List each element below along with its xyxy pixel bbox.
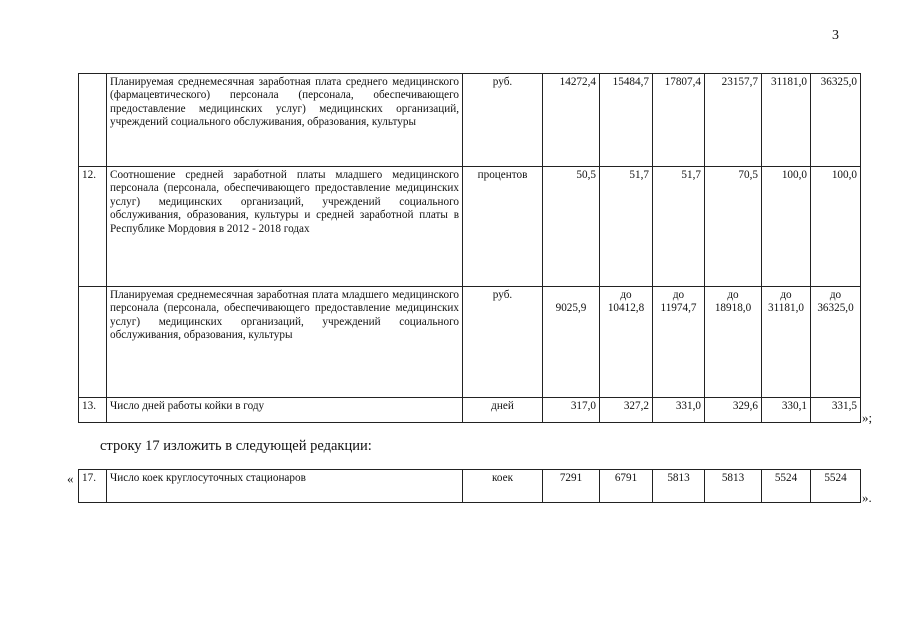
value-cell: 31181,0 bbox=[762, 74, 811, 167]
row-number: 12. bbox=[79, 167, 107, 287]
amendment-instruction: строку 17 изложить в следующей редакции: bbox=[100, 438, 372, 454]
table-row bbox=[79, 167, 861, 287]
value-cell: 50,5 bbox=[543, 167, 600, 287]
opening-quote: « bbox=[67, 471, 74, 486]
value-cell: 330,1 bbox=[762, 398, 811, 423]
value-cell: 329,6 bbox=[705, 398, 762, 423]
value-cell: до 36325,0 bbox=[811, 287, 861, 398]
value-cell: 5813 bbox=[705, 470, 762, 503]
value-cell: 23157,7 bbox=[705, 74, 762, 167]
value-cell: до 10412,8 bbox=[600, 287, 653, 398]
indicators-table-body bbox=[79, 74, 861, 423]
indicator-name: Планируемая среднемесячная заработная плата среднего медицинского (фармацевтического) персонала (персонала, обеспечивающего предоставление медицинских услуг) медицинских организаций, учреждений социального обслуживания, образования, культуры bbox=[107, 74, 463, 167]
value-cell: 100,0 bbox=[762, 167, 811, 287]
indicator-name: Соотношение средней заработной платы младшего медицинского персонала (персонала, обеспечивающего предоставление медицинских услуг) медицинских организаций, учреждений социального обслуживания, образования, культуры и средней заработной платы в Республике Мордовия в 2012 - 2018 годах bbox=[107, 167, 463, 287]
value-cell: 5813 bbox=[653, 470, 705, 503]
value-cell: 5524 bbox=[811, 470, 861, 503]
value-cell: 5524 bbox=[762, 470, 811, 503]
value-cell: 51,7 bbox=[653, 167, 705, 287]
row-number: 13. bbox=[79, 398, 107, 423]
unit-cell: руб. bbox=[463, 74, 543, 167]
value-cell: 17807,4 bbox=[653, 74, 705, 167]
closing-quote: »; bbox=[862, 410, 873, 425]
closing-quote-final: ». bbox=[862, 490, 872, 505]
value-cell: 14272,4 bbox=[543, 74, 600, 167]
value-cell: 331,0 bbox=[653, 398, 705, 423]
row-17-table bbox=[78, 469, 861, 503]
row-number bbox=[79, 287, 107, 398]
row-number bbox=[79, 74, 107, 167]
table-row bbox=[79, 398, 861, 423]
value-cell: 327,2 bbox=[600, 398, 653, 423]
indicator-name: Планируемая среднемесячная заработная плата младшего медицинского персонала (персонала, обеспечивающего предоставление медицинских услуг) медицинских организаций, учреждений социального обслуживания, образования, культуры bbox=[107, 287, 463, 398]
value-cell: 15484,7 bbox=[600, 74, 653, 167]
page-number: 3 bbox=[832, 28, 839, 43]
row-number: 17. bbox=[79, 470, 107, 503]
value-cell: до 11974,7 bbox=[653, 287, 705, 398]
value-cell: 70,5 bbox=[705, 167, 762, 287]
value-cell: 7291 bbox=[543, 470, 600, 503]
table-row bbox=[79, 470, 861, 503]
indicators-table bbox=[78, 73, 861, 423]
value-cell: 9025,9 bbox=[543, 287, 600, 398]
value-cell: до 31181,0 bbox=[762, 287, 811, 398]
value-cell: до 18918,0 bbox=[705, 287, 762, 398]
value-cell: 317,0 bbox=[543, 398, 600, 423]
unit-cell: дней bbox=[463, 398, 543, 423]
value-cell: 6791 bbox=[600, 470, 653, 503]
value-cell: 51,7 bbox=[600, 167, 653, 287]
value-cell: 36325,0 bbox=[811, 74, 861, 167]
unit-cell: руб. bbox=[463, 287, 543, 398]
indicator-name: Число дней работы койки в году bbox=[107, 398, 463, 423]
unit-cell: процентов bbox=[463, 167, 543, 287]
table-row bbox=[79, 74, 861, 167]
value-cell: 100,0 bbox=[811, 167, 861, 287]
value-cell: 331,5 bbox=[811, 398, 861, 423]
unit-cell: коек bbox=[463, 470, 543, 503]
table-row bbox=[79, 287, 861, 398]
indicator-name: Число коек круглосуточных стационаров bbox=[107, 470, 463, 503]
